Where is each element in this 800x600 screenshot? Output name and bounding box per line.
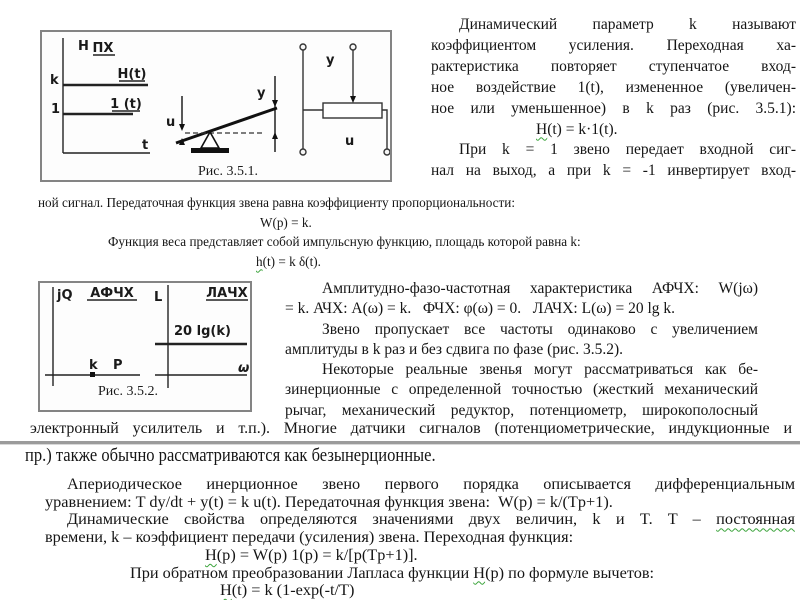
text-line: зинерционные с определенной точностью (жесткий механический [285,381,758,399]
figure-3-5-1 [40,30,392,182]
level-k-tick: k [50,73,59,88]
text-line: ное или уменьшенное) в k раз (рис. 3.5.1): [431,99,796,117]
text-line: коэффициентом усиления. Переходная ха- [431,36,796,54]
formula-pre: h [256,253,263,269]
bode-y-axis-label: L [154,290,163,305]
text-line: ной сигнал. Передаточная функция звена равна коэффициенту пропорциональности: [38,195,515,210]
text-line: Некоторые реальные звенья могут рассматриваться как бе- [322,361,758,379]
nyquist-title: АФЧХ [90,286,134,301]
text-line: При k = 1 звено передает входной сиг- [459,141,796,159]
formula-weight-function [38,252,596,272]
formula-rest: (t) = k·1(t). [547,120,618,138]
transfer-function-paragraph [38,193,596,271]
text-line: пр.) также обычно рассматриваются как безынерционные. [25,445,436,466]
bode-level-label: 20 lg(k) [174,324,231,339]
text-line: рактеристика повторяет ступенчатое вход- [431,57,796,75]
lever-output-label: y [257,86,266,101]
curve-1t-label: 1 (t) [110,97,142,112]
formula-rest: (t) = k (1-exp(-t/T) [231,580,355,600]
plot-y-axis-label: H [78,39,89,54]
level-1-tick: 1 [51,102,61,117]
horizontal-divider [0,441,800,444]
formula-pre: H [536,120,548,138]
formula-rest: (t) = k δ(t). [262,253,321,269]
nyquist-y-axis-label: jQ [57,288,73,303]
potentiometer-input-label: u [345,134,355,149]
figure-3-5-2-drawing [40,283,250,410]
lever-input-label: u [166,115,176,130]
formula-Hp [45,546,795,564]
potentiometer-output-label: y [326,53,335,68]
plot-title: ПХ [92,41,114,56]
plot-x-axis-label: t [142,138,149,153]
text-segment: При обратном преобразовании Лапласа функции [130,562,474,582]
text-line [45,510,795,528]
figure-3-5-1-drawing [42,32,390,180]
text-segment: Динамические свойства определяются значениями двух величин, k и T. T – [67,509,717,529]
formula-step-response [431,120,796,141]
bode-title: ЛАЧХ [206,286,248,301]
nyquist-point-label: k [89,358,98,373]
intro-paragraph [431,15,796,182]
text-line: Функция веса представляет собой импульсную функцию, площадь которой равна k: [108,234,581,249]
curve-Ht-label: H(t) [117,67,147,82]
formula-pre: H [205,544,217,564]
text-line: Звено пропускает все частоты одинаково с увеличением [322,320,758,338]
frequency-response-paragraph [285,279,758,421]
text-line: Динамический параметр k называют [459,16,796,33]
text-line: ное воздействие 1(t), измененное (увеличен- [431,78,796,96]
text-line: = k. АЧХ: A(ω) = k. ФЧХ: φ(ω) = 0. ЛАЧХ: L(ω) = 20 lg k. [285,300,676,318]
figure-2-caption: Рис. 3.5.2. [98,384,158,399]
figure-1-caption: Рис. 3.5.1. [198,164,258,179]
text-line: времени, k – коэффициент передачи (усиления) звена. Переходная функция: [45,527,574,547]
text-line: амплитуды в k раз и без сдвига по фазе (рис. 3.5.2). [285,340,623,358]
text-line [45,564,795,582]
text-line: нал на выход, а при k = -1 инвертирует вход- [431,162,796,180]
formula-Ht-exp [45,581,795,599]
figure-3-5-2 [38,281,252,412]
aperiodic-link-paragraph [45,475,795,599]
text-segment: (p) по формуле вычетов: [485,562,655,582]
text-line: уравнением: T dy/dt + y(t) = k u(t). Передаточная функция звена: W(p) = k/(Tp+1). [45,491,613,511]
formula-rest: (p) = W(p) 1(p) = k/[p(Tp+1)]. [216,544,418,564]
text-line: Амплитудно-фазо-частотная характеристика АФЧХ: W(jω) [322,280,758,297]
formula-Wp: W(p) = k. [260,214,312,230]
text-line: рычаг, механический редуктор, потенциометр, широкополосный [285,401,758,419]
marked-word: H [473,562,486,582]
text-line: Апериодическое инерционное звено первого порядка описывается дифференциальным [67,474,795,493]
formula-pre: H [220,580,232,600]
marked-word: постоянная [716,509,795,529]
text-line: электронный усилитель и т.п.). Многие датчики сигналов (потенциометрические, индукционные и [30,420,792,437]
nyquist-x-axis-label: P [113,358,123,373]
bode-x-axis-label: ω [238,361,250,376]
